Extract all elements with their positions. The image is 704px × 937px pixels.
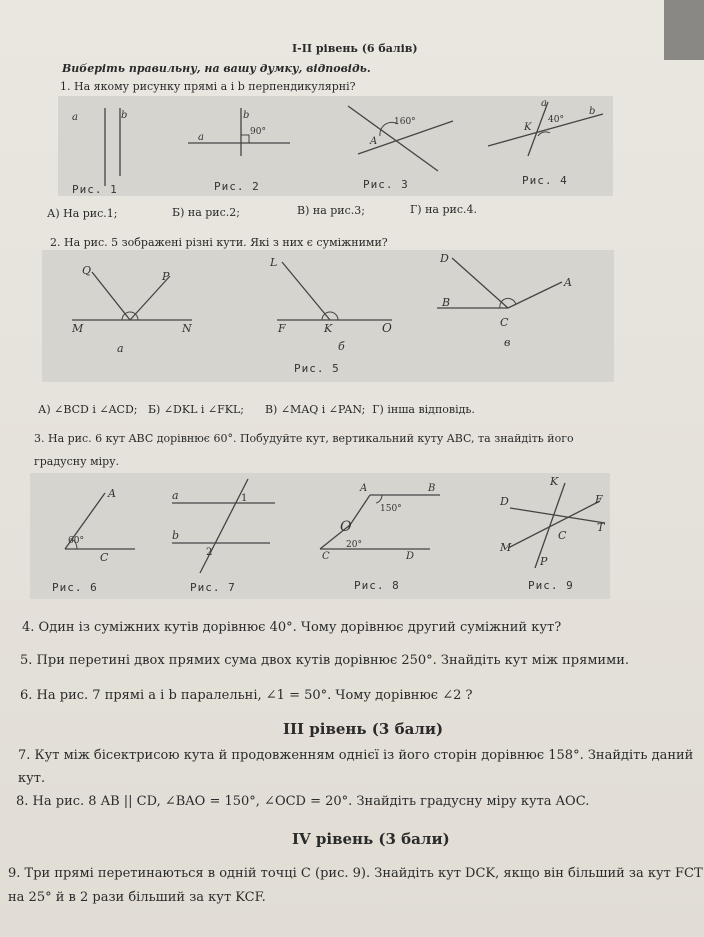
fig7-label-a: a (172, 489, 179, 502)
level-3-heading: III рівень (3 бали) (283, 720, 444, 738)
fig8-label-A: A (360, 483, 368, 494)
fig4-label-K: K (524, 122, 532, 133)
figure-5c (437, 252, 572, 349)
fig6-angle: 60° (68, 536, 84, 546)
fig5b-label-F: F (278, 322, 286, 335)
level-1-2-heading: I-II рівень (6 балів) (292, 42, 418, 55)
question-3-line2: градусну міру. (34, 455, 120, 468)
fig9-label-K: K (550, 475, 559, 488)
figure-6-9-drawing (30, 473, 610, 599)
question-3-line1: 3. На рис. 6 кут ABC дорівнює 60°. Побудуйте кут, вертикальний куту ABC, та знайдіть його (34, 432, 574, 445)
fig8-label-O: O (340, 519, 352, 535)
fig4-angle-40: 40° (548, 115, 564, 125)
fig2-caption: Рис. 2 (214, 180, 260, 193)
fig8-label-C: C (322, 551, 330, 562)
figure-1-4-drawing (58, 96, 613, 196)
fig1-caption: Рис. 1 (72, 183, 118, 196)
fig2-label-b: b (243, 110, 250, 121)
question-2-text: 2. На рис. 5 зображені різні кути. Які з них є суміжними? (50, 236, 388, 249)
question-4-text: 4. Один із суміжних кутів дорівнює 40°. Чому дорівнює другий суміжний кут? (22, 620, 562, 635)
figure-9 (499, 475, 606, 592)
figure-4 (488, 98, 603, 156)
figure-5-drawing (42, 250, 614, 382)
q1-option-d: Г) на рис.4. (410, 203, 477, 216)
fig5b-label-L: L (270, 256, 278, 269)
figure-1 (72, 108, 127, 186)
question-6-text: 6. На рис. 7 прямі a і b паралельні, ∠1 = 50°. Чому дорівнює ∠2 ? (20, 688, 473, 703)
q2-options: А) ∠BCD і ∠ACD; Б) ∠DKL і ∠FKL; В) ∠MAQ і ∠PAN; Г) інша відповідь. (38, 403, 475, 416)
fig6-label-A: A (108, 487, 116, 500)
figure-3 (348, 106, 453, 171)
fig8-label-D: D (406, 551, 415, 562)
fig5c-label-B: B (442, 296, 451, 309)
fig3-angle-160: 160° (394, 117, 416, 127)
fig4-caption: Рис. 4 (522, 174, 568, 187)
fig5-caption: Рис. 5 (294, 362, 340, 375)
fig4-label-a: a (541, 98, 547, 109)
figure-6-9-panel (30, 473, 610, 599)
fig5a-label-M: M (72, 322, 84, 335)
figure-5-panel (42, 250, 614, 382)
question-7-line1: 7. Кут між бісектрисою кута й продовженням однієї із його сторін дорівнює 158°. Знайдіть даний (18, 748, 694, 763)
question-7-line2: кут. (18, 771, 46, 786)
fig9-caption: Рис. 9 (528, 579, 574, 592)
fig6-label-C: C (100, 551, 109, 564)
level-4-heading: IV рівень (3 бали) (292, 830, 450, 848)
fig8-angle-150: 150° (380, 504, 402, 514)
figure-6 (52, 487, 135, 594)
figure-5a (71, 264, 192, 355)
fig9-label-P: P (540, 555, 548, 568)
fig8-caption: Рис. 8 (354, 579, 400, 592)
fig8-angle-20: 20° (346, 540, 362, 550)
fig9-label-T: T (597, 521, 605, 534)
fig9-label-F: F (595, 493, 603, 506)
fig5c-sublabel: в (504, 336, 511, 349)
fig1-label-a: a (72, 112, 78, 123)
figure-5b (269, 256, 392, 375)
background-corner (664, 0, 704, 60)
figure-1-4-panel (58, 96, 613, 196)
fig5b-label-O: O (382, 321, 392, 335)
fig8-label-B: B (428, 483, 436, 494)
fig5a-label-Q: Q (82, 264, 92, 277)
fig5c-label-D: D (440, 252, 449, 265)
q1-option-c: В) на рис.3; (297, 204, 365, 217)
figure-8 (320, 483, 440, 592)
fig5b-label-K: K (324, 322, 333, 335)
fig5b-sublabel: б (338, 340, 345, 353)
fig3-caption: Рис. 3 (363, 178, 409, 191)
fig7-label-b: b (172, 529, 180, 542)
q1-option-b: Б) на рис.2; (172, 206, 240, 219)
fig7-angle-2: 2 (206, 547, 213, 558)
instruction-text: Виберіть правильну, на вашу думку, відповідь. (62, 62, 371, 75)
fig7-caption: Рис. 7 (190, 581, 236, 594)
fig2-angle-90: 90° (250, 127, 266, 137)
fig9-label-D: D (500, 495, 509, 508)
fig5c-label-A: A (564, 276, 572, 289)
q1-option-a: А) На рис.1; (47, 207, 118, 220)
fig5a-sublabel: а (117, 342, 124, 355)
fig1-label-b: b (121, 110, 128, 121)
fig5c-label-C: C (500, 316, 509, 329)
figure-7 (172, 479, 275, 594)
fig6-caption: Рис. 6 (52, 581, 98, 594)
fig4-label-b: b (589, 106, 596, 117)
fig7-angle-1: 1 (241, 493, 248, 504)
figure-2 (188, 108, 290, 156)
fig9-label-C: C (558, 529, 567, 542)
fig2-label-a: a (198, 132, 204, 143)
fig9-label-M: M (500, 541, 512, 554)
fig5a-label-P: P (162, 270, 170, 283)
fig3-label-A: A (370, 136, 378, 147)
question-5-text: 5. При перетині двох прямих сума двох кутів дорівнює 250°. Знайдіть кут між прямими. (20, 653, 630, 668)
fig5a-label-N: N (182, 322, 192, 335)
question-8-text: 8. На рис. 8 AB || CD, ∠BAO = 150°, ∠OCD = 20°. Знайдіть градусну міру кута AOC. (16, 794, 590, 809)
question-9-line2: на 25° й в 2 рази більший за кут KCF. (8, 890, 266, 905)
question-9-line1: 9. Три прямі перетинаються в одній точці C (рис. 9). Знайдіть кут DCK, якщо він більший за кут FCT (8, 866, 703, 881)
question-1-text: 1. На якому рисунку прямі a і b перпендикулярні? (60, 80, 356, 93)
